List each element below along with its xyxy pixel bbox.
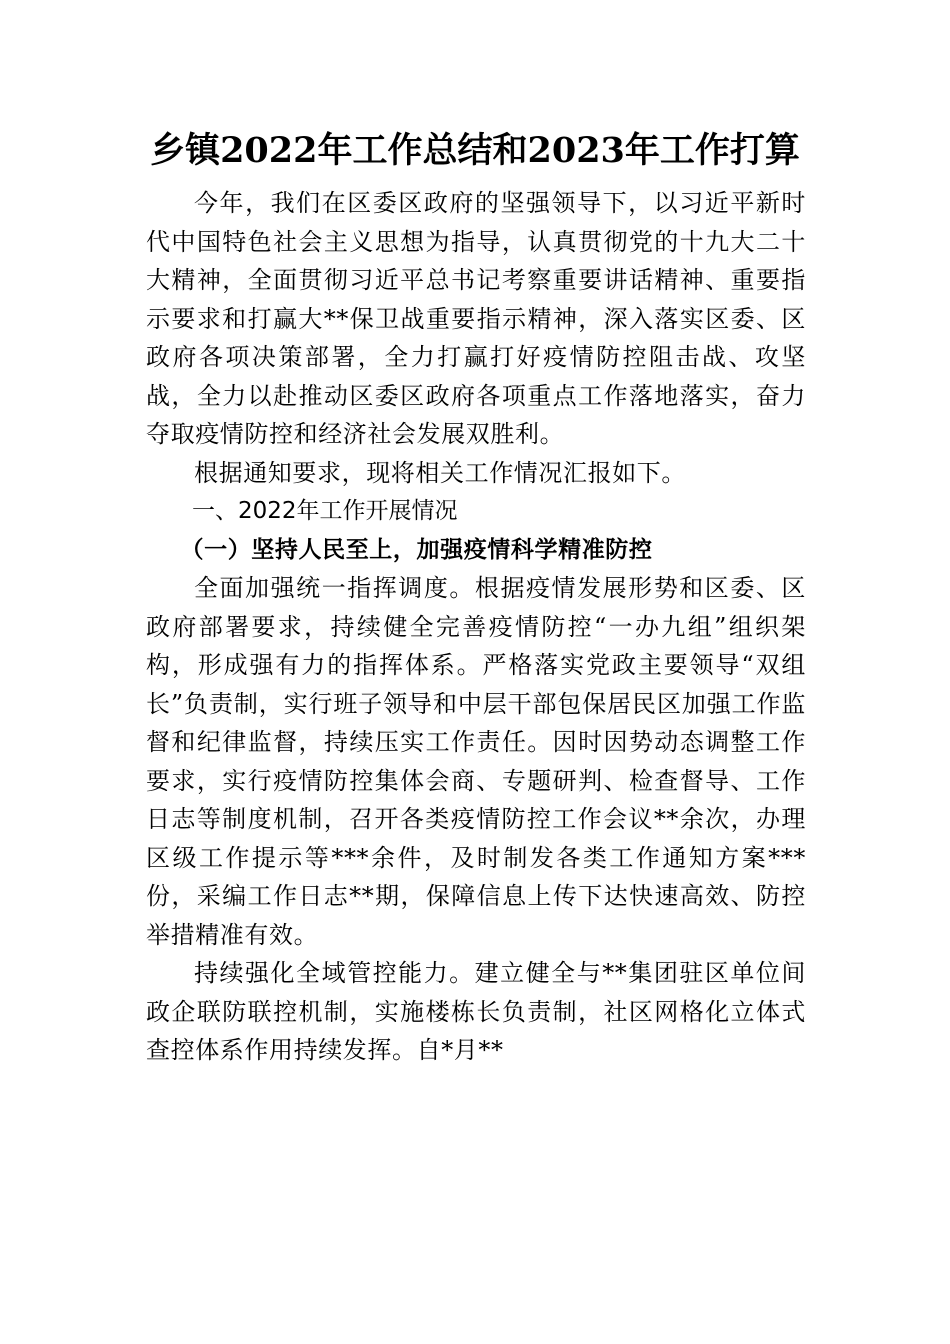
paragraph-intro: 今年，我们在区委区政府的坚强领导下，以习近平新时代中国特色社会主义思想为指导，认真贯彻党的十九大二十大精神，全面贯彻习近平总书记考察重要讲话精神、重要指示要求和打赢大**保卫战重要指示精神，深入落实区委、区政府各项决策部署，全力打赢打好疫情防控阻击战、攻坚战，全力以赴推动区委区政府各项重点工作落地落实，奋力夺取疫情防控和经济社会发展双胜利。 [146,189,806,448]
document-body [146,184,806,1070]
subsection-heading: （一）坚持人民至上，加强疫情科学精准防控 [180,535,653,563]
section-heading: 一、2022年工作开展情况 [192,498,458,524]
paragraph-report-note: 根据通知要求，现将相关工作情况汇报如下。 [194,458,686,487]
paragraph-control: 持续强化全域管控能力。建立健全与**集团驻区单位间政企联防联控机制，实施楼栋长负责制，社区网格化立体式查控体系作用持续发挥。自*月** [146,959,806,1064]
paragraph-command: 全面加强统一指挥调度。根据疫情发展形势和区委、区政府部署要求，持续健全完善疫情防控“一办九组”组织架构，形成强有力的指挥体系。严格落实党政主要领导“双组长”负责制，实行班子领导和中层干部包保居民区加强工作监督和纪律监督，持续压实工作责任。因时因势动态调整工作要求，实行疫情防控集体会商、专题研判、检查督导、工作日志等制度机制，召开各类疫情防控工作会议**余次，办理区级工作提示等***余件，及时制发各类工作通知方案***份，采编工作日志**期，保障信息上传下达快速高效、防控举措精准有效。 [146,574,806,949]
document-title: 乡镇2022年工作总结和2023年工作打算 [150,130,800,171]
